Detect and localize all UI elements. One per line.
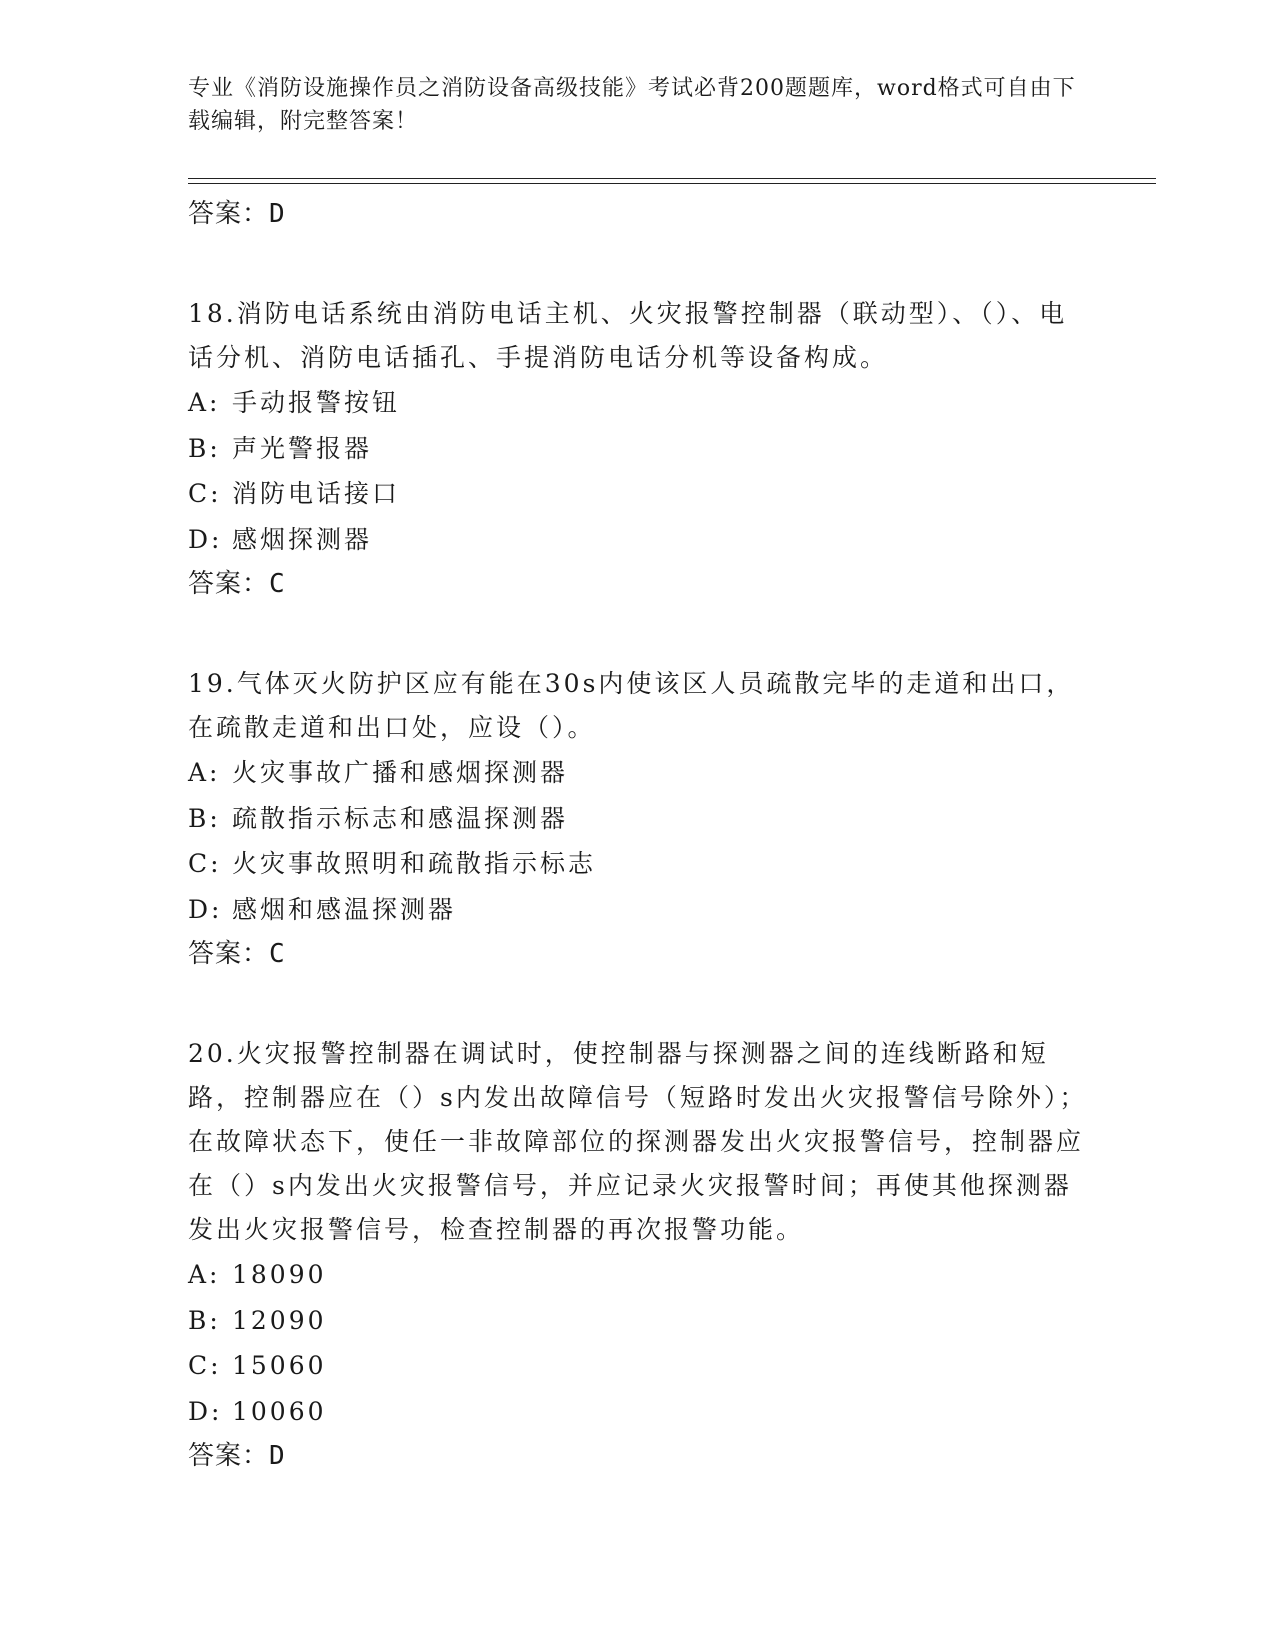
option-key: D: (188, 524, 223, 554)
header-rule-top (188, 178, 1156, 179)
option-text: 手动报警按钮 (232, 388, 401, 417)
option-key: A: (188, 758, 221, 787)
question-20 (188, 1032, 1088, 1478)
option-b (188, 426, 1088, 472)
document-body (188, 190, 1088, 1478)
option-key: C: (188, 1351, 222, 1380)
option-text: 10060 (232, 1396, 327, 1426)
option-text: 18090 (232, 1260, 327, 1289)
option-key: A: (188, 1260, 221, 1289)
option-text: 火灾事故广播和感烟探测器 (232, 758, 569, 787)
option-text: 12090 (232, 1305, 327, 1335)
answer-line: 答案：C (188, 569, 286, 599)
option-text: 疏散指示标志和感温探测器 (232, 803, 569, 833)
option-key: B: (188, 433, 221, 463)
page-header-title: 专业《消防设施操作员之消防设备高级技能》考试必背200题题库，word格式可自由下载编辑，附完整答案！ (188, 76, 1076, 134)
option-key: C: (188, 479, 222, 508)
option-key: C: (188, 849, 222, 878)
option-text: 感烟和感温探测器 (232, 894, 457, 924)
option-c (188, 1343, 1088, 1389)
header-rule-bottom (188, 183, 1156, 184)
option-text: 感烟探测器 (232, 524, 373, 554)
option-text: 声光警报器 (232, 433, 373, 463)
option-text: 消防电话接口 (232, 479, 401, 508)
option-text: 火灾事故照明和疏散指示标志 (232, 849, 597, 878)
option-b (188, 796, 1088, 842)
question-text: 19.气体灭火防护区应有能在30s内使该区人员疏散完毕的走道和出口，在疏散走道和出口处，应设（）。 (188, 669, 1075, 742)
option-a (188, 1252, 1088, 1298)
question-18 (188, 292, 1088, 606)
option-c (188, 841, 1088, 887)
option-key: D: (188, 1396, 223, 1426)
option-c (188, 471, 1088, 517)
option-text: 15060 (232, 1351, 327, 1380)
question-text: 20.火灾报警控制器在调试时，使控制器与探测器之间的连线断路和短路，控制器应在（）s内发出故障信号（短路时发出火灾报警信号除外）；在故障状态下，使任一非故障部位的探测器发出火灾报警信号，控制器应在（）s内发出火灾报警信号，并应记录火灾报警时间；再使其他探测器发出火灾报警信号，检查控制器的再次报警功能。 (188, 1039, 1088, 1244)
page-header (188, 72, 1088, 138)
question-19 (188, 662, 1088, 976)
answer-line: 答案：C (188, 939, 286, 969)
option-key: D: (188, 894, 223, 924)
previous-question-answer: 答案：D (188, 199, 286, 229)
option-key: B: (188, 1305, 221, 1335)
option-a (188, 750, 1088, 796)
option-key: A: (188, 388, 221, 417)
question-text: 18.消防电话系统由消防电话主机、火灾报警控制器（联动型）、（）、电话分机、消防电话插孔、手提消防电话分机等设备构成。 (188, 299, 1068, 372)
option-a (188, 380, 1088, 426)
option-b (188, 1298, 1088, 1344)
option-d (188, 1389, 1088, 1435)
answer-line: 答案：D (188, 1441, 286, 1471)
option-key: B: (188, 803, 221, 833)
option-d (188, 887, 1088, 933)
option-d (188, 517, 1088, 563)
